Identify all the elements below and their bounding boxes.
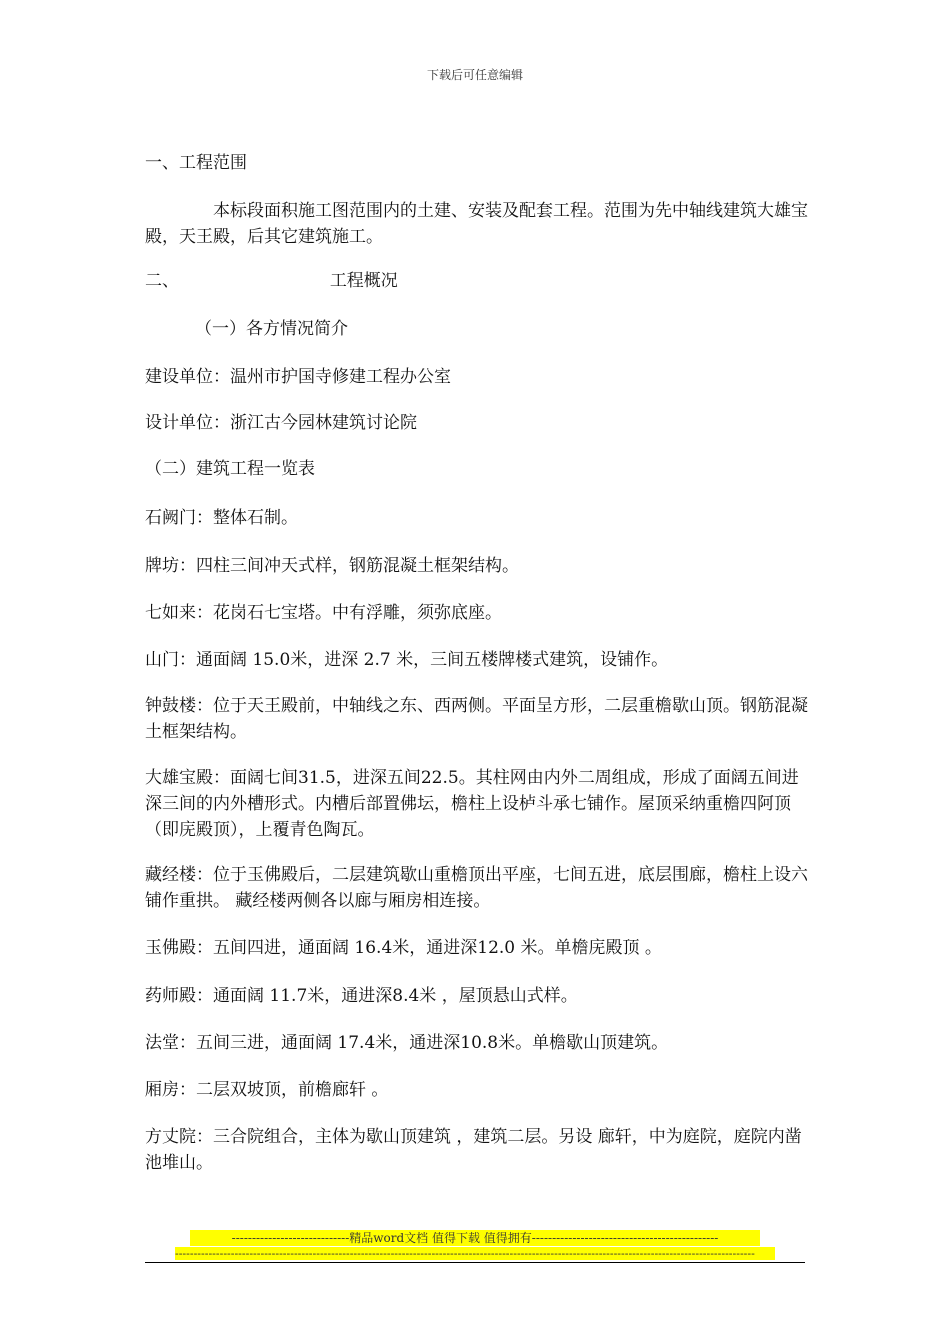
- subsection-2-title: （二）建筑工程一览表: [145, 459, 315, 479]
- section-2-heading: [145, 268, 810, 294]
- list-item: 大雄宝殿：面阔七间31.5，进深五间22.5。其柱网由内外二周组成，形成了面阔五间进深三间的内外槽形式。内槽后部置佛坛，檐柱上设栌斗承七铺作。屋顶采纳重檐四阿顶（即庑殿顶），上覆青色陶瓦。: [145, 768, 799, 840]
- section-2-number: 二、: [145, 271, 179, 291]
- section-1-title: 一、工程范围: [145, 153, 247, 173]
- page-header: 下载后可任意编辑: [426, 68, 523, 82]
- footer-rule: [145, 1262, 805, 1263]
- list-item: 钟鼓楼：位于天王殿前，中轴线之东、西两侧。平面呈方形，二层重檐歇山顶。钢筋混凝土框架结构。: [145, 696, 808, 742]
- list-item: 药师殿：通面阔 11.7米，通进深8.4米 ，屋顶悬山式样。: [145, 986, 578, 1006]
- list-item: 山门：通面阔 15.0米，进深 2.7 米，三间五楼牌楼式建筑，设铺作。: [145, 650, 669, 670]
- list-item: 七如来：花岗石七宝塔。中有浮雕，须弥底座。: [145, 603, 502, 623]
- footer-dashes: ------------------------------------------------------------------------------------------------------------------------------------------------------------: [175, 1247, 775, 1260]
- list-item: 方丈院：三合院组合，主体为歇山顶建筑 ，建筑二层。另设 廊轩，中为庭院，庭院内凿池堆山。: [145, 1127, 802, 1173]
- section-1-body: 本标段面积施工图范围内的土建、安装及配套工程。范围为先中轴线建筑大雄宝殿，天王殿，后其它建筑施工。: [145, 201, 808, 247]
- list-item: 厢房：二层双坡顶，前檐廊轩 。: [145, 1080, 389, 1100]
- footer-banner: -----------------------------精品word文档 值得下载 值得拥有----------------------------------------------: [190, 1230, 760, 1246]
- subsection-1-title: （一）各方情况简介: [195, 319, 348, 339]
- section-2-title: 工程概况: [329, 271, 398, 291]
- list-item: 玉佛殿：五间四进，通面阔 16.4米，通进深12.0 米。单檐庑殿顶 。: [145, 938, 662, 958]
- build-unit: 建设单位：温州市护国寺修建工程办公室: [145, 367, 451, 387]
- list-item: 藏经楼：位于玉佛殿后，二层建筑歇山重檐顶出平座，七间五进，底层围廊，檐柱上设六铺作重拱。 藏经楼两侧各以廊与厢房相连接。: [145, 865, 808, 911]
- design-unit: 设计单位：浙江古今园林建筑讨论院: [145, 413, 417, 433]
- list-item: 牌坊：四柱三间冲天式样，钢筋混凝土框架结构。: [145, 556, 519, 576]
- list-item: 石阙门：整体石制。: [145, 508, 298, 528]
- list-item: 法堂：五间三进，通面阔 17.4米，通进深10.8米。单檐歇山顶建筑。: [145, 1033, 669, 1053]
